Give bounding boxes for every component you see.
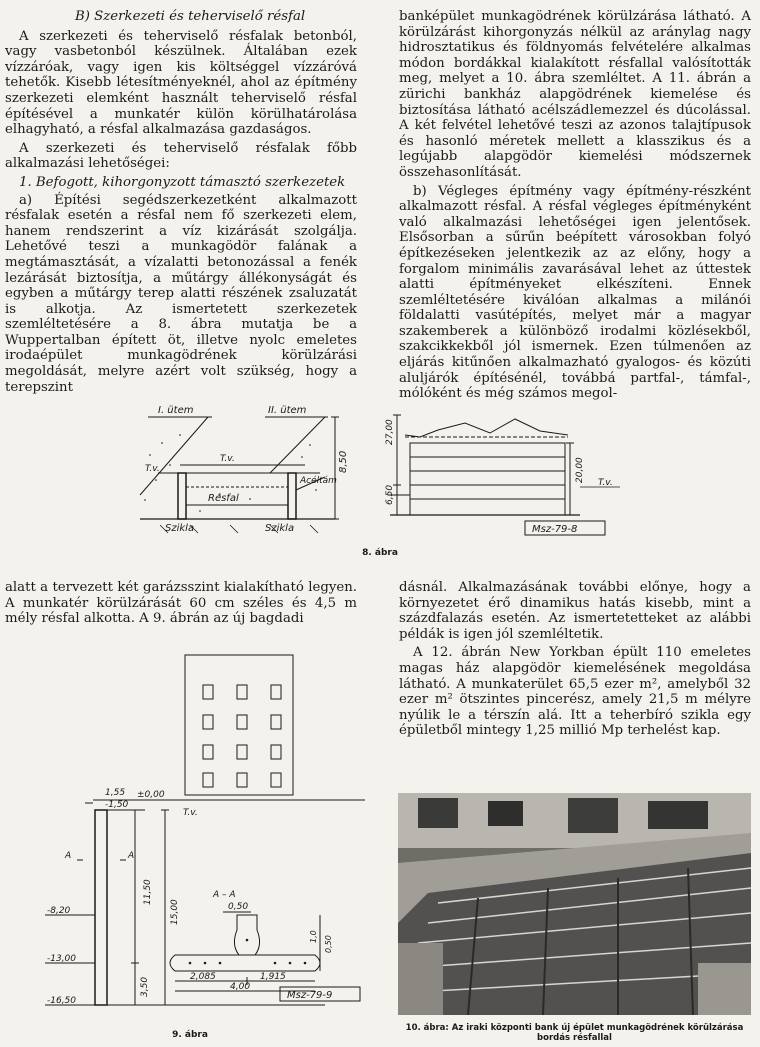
szikla-label: Szikla: [265, 523, 295, 534]
paragraph: banképület munkagödrének körülzárása látható. A körülzárást kihorgonyzás nélkül az aránylag nagy hidrosztatikus és földnyomás felvételére alkalmas módon bordákkal kialakított résfallal valósították meg, melyet a 10. ábra szemléltet. A 11. ábrán a zürichi bankház alapgödrének kiemelése és biztosítása látható acélszádlemezzel és dúcolással. A két felvétel lehetővé teszi az azonos talajtípusok és hasonló méretek mellett a klasszikus és a legújabb alapgödör kiemelési módszernek összehasonlítását.: [399, 9, 751, 180]
utem-2-label: II. ütem: [268, 405, 307, 416]
water-level-label: T.v.: [598, 478, 613, 488]
water-level-label: T.v.: [145, 464, 160, 474]
dimension-label: 4,00: [230, 982, 251, 992]
paragraph: A szerkezeti és teherviselő résfalak főbb alkalmazási lehetőségei:: [5, 140, 357, 172]
dimension-label: 1,915: [260, 972, 286, 982]
dimension-label: 8,50: [338, 450, 349, 473]
level-label: -8,20: [47, 906, 71, 916]
text-column-4: [399, 580, 751, 739]
aceltam-label: Acéltám: [300, 476, 337, 486]
dimension-label: 1,0: [309, 930, 318, 943]
section-marker: A: [128, 851, 135, 861]
szikla-label: Szikla: [165, 523, 195, 534]
dimension-label: 0,50: [324, 935, 333, 953]
paragraph: b) Végleges építmény vagy építmény-részként alkalmazott résfal. A résfal végleges építményként való alkalmazási lehetőségei igen jelentősek. Elsősorban a sűrűn beépített városokban folyó építkezéseken jelentkezik az az előny, hogy a forgalom minimális zavarásával lehet az úttestek alatti építményeket elkészíteni. Ennek szemléltetésére kiválóan alkalmas a milánói földalatti vasútépítés, melyet már a magyar szakemberek a különböző irodalmi közlésekből, szakcikkekből jól ismernek. Ezen túlmenően az eljárás kitűnően alkalmazható gyalogos- és közúti aluljárók építésénél, továbbá partfal-, támfal-, mólóként és még számos megol-: [399, 183, 751, 402]
figure-10-caption: 10. ábra: Az iraki központi bank új épület munkagödrének körülzárása bordás résfallal: [405, 1023, 744, 1043]
section-aa-label: A – A: [213, 890, 236, 900]
figure-code: Msz-79-8: [532, 524, 578, 535]
dimension-label: 0,50: [228, 902, 249, 912]
dimension-label: 2,085: [190, 972, 216, 982]
text-column-3: [5, 580, 357, 627]
dimension-label: 1,55: [105, 788, 126, 798]
dimension-label: 15,00: [170, 899, 180, 925]
paragraph: alatt a tervezett két garázsszint kialakítható legyen. A munkatér körülzárását 60 cm széles és 4,5 m mély résfal alkotta. A 9. ábrán az új bagdadi: [5, 580, 357, 627]
subsection-heading: 1. Befogott, kihorgonyzott támasztó szerkezetek: [19, 174, 346, 190]
text-column-1: [5, 9, 357, 395]
dimension-label: 27,00: [385, 419, 395, 445]
level-label: -13,00: [47, 954, 77, 964]
resfal-label: Résfal: [208, 493, 239, 504]
paragraph: a) Építési segédszerkezetként alkalmazott résfalak esetén a résfal nem fő szerkezeti elem, hanem rendszerint a víz kizárását szolgálja. Lehetővé teszi a munkagödör falának a megtámasztását, a vízalatti betonozással a fenék lezárását biztosítja, a műtárgy állékonyságát és egyben a műtárgy terep alatti részének zsaluzatát is alkotja. Az ismertetett szerkezetek szemléltetésére a 8. ábra mutatja be a Wuppertalban épített öt, illetve nyolc emeletes irodaépület munkagödrének körülzárási megoldását, melyre azért volt szükség, hogy a terepszint: [5, 192, 357, 395]
dimension-label: 11,50: [143, 879, 153, 905]
dimension-label: 6,50: [385, 484, 395, 505]
paragraph: dásnál. Alkalmazásának további előnye, hogy a környezetet érő dinamikus hatás kisebb, mint a százdfalazás esetén. Az ismertetetteket az alábbi példák is igen jól szemléltetik.: [399, 580, 751, 642]
text-column-2: [399, 9, 751, 402]
water-level-label: T.v.: [183, 808, 198, 818]
paragraph: A szerkezeti és teherviselő résfalak betonból, vagy vasbetonból készülnek. Általában ezek vízzáróak, vagy igen kis költséggel vízzáróvá tehetők. Kisebb létesítményeknél, ahol az építmény szerkezeti elemként használt teherviselő résfal építésével a munkatér külön körülhatárolása elhagyható, a résfal alkalmazása gazdaságos.: [5, 28, 357, 138]
level-label: -1,50: [105, 800, 129, 810]
paragraph: A 12. ábrán New Yorkban épült 110 emeletes magas ház alapgödör kiemelésének megoldása látható. A munkaterület 65,5 ezer m², amelyből 32 ezer m² ötszintes pincerész, amely 21,5 m mélyre nyúlik le a térszín alá. Itt a teherbíró szikla egy épületből mintegy 1,25 millió Mp terhelést kap.: [399, 645, 751, 739]
utem-1-label: I. ütem: [158, 405, 194, 416]
figure-9-diagram: [25, 645, 375, 1025]
dimension-label: 3,50: [140, 976, 150, 997]
figure-8-diagram: [120, 395, 680, 545]
level-label: ±0,00: [137, 790, 165, 800]
dimension-label: 20,00: [575, 457, 585, 483]
section-heading: B) Szerkezeti és teherviselő résfal: [75, 9, 306, 24]
level-label: -16,50: [47, 996, 77, 1006]
figure-8-caption: 8. ábra: [362, 548, 398, 558]
figure-code: Msz-79-9: [287, 990, 333, 1001]
section-marker: A: [65, 851, 72, 861]
figure-10-photo: [398, 793, 751, 1015]
figure-9-caption: 9. ábra: [172, 1030, 208, 1040]
water-level-label: T.v.: [220, 454, 235, 464]
